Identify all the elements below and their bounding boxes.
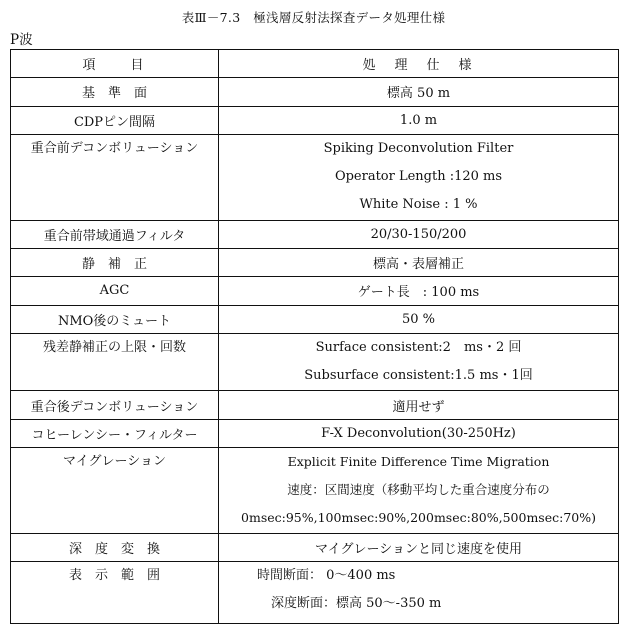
- header-item: 項 目: [11, 50, 219, 78]
- table-row: [11, 220, 619, 248]
- row-spec: 50 %: [219, 305, 619, 333]
- row-item: AGC: [11, 277, 219, 305]
- row-spec: マイグレーションと同じ速度を使用: [219, 533, 619, 561]
- row-spec: 時間断面： 0～400 ms 深度断面：標高 50～-350 m: [219, 562, 619, 624]
- row-item: CDPピン間隔: [11, 106, 219, 134]
- row-item: NMO後のミュート: [11, 305, 219, 333]
- row-spec: Explicit Finite Difference Time Migration 速度：区間速度（移動平均した重合速度分布の 0msec:95%,100msec:90%,200msec:80%,500msec:70%): [219, 448, 619, 534]
- processing-spec-table: [10, 49, 619, 624]
- row-spec: 適用せず: [219, 391, 619, 419]
- table-caption: 表Ⅲ－7.3 極浅層反射法探査データ処理仕様: [181, 10, 446, 25]
- row-spec: 標高 50 m: [219, 78, 619, 106]
- table-row: [11, 134, 619, 220]
- table-row: [11, 249, 619, 277]
- row-spec: 20/30-150/200: [219, 220, 619, 248]
- row-spec: Surface consistent:2 ms・2 回 Subsurface consistent:1.5 ms・1回: [219, 333, 619, 391]
- table-row: [11, 106, 619, 134]
- table-row: [11, 277, 619, 305]
- row-item: 重合前帯域通過フィルタ: [11, 220, 219, 248]
- row-item: 静 補 正: [11, 249, 219, 277]
- header-spec: 処 理 仕 様: [219, 50, 619, 78]
- row-spec: 1.0 m: [219, 106, 619, 134]
- table-row: [11, 333, 619, 391]
- wave-type-label: P波: [10, 32, 33, 48]
- table-row: [11, 419, 619, 447]
- row-item: 重合前デコンボリューション: [11, 134, 219, 220]
- row-item: 重合後デコンボリューション: [11, 391, 219, 419]
- table-row: [11, 448, 619, 534]
- table-row: [11, 305, 619, 333]
- row-spec: Spiking Deconvolution Filter Operator Length :120 ms White Noise : 1 %: [219, 134, 619, 220]
- row-spec: 標高・表層補正: [219, 249, 619, 277]
- table-row: [11, 391, 619, 419]
- table-row: [11, 533, 619, 561]
- row-item: 基 準 面: [11, 78, 219, 106]
- row-item: 深 度 変 換: [11, 533, 219, 561]
- row-spec: F-X Deconvolution(30-250Hz): [219, 419, 619, 447]
- table-row: [11, 78, 619, 106]
- row-item: 表 示 範 囲: [11, 562, 219, 624]
- row-item: マイグレーション: [11, 448, 219, 534]
- table-header-row: [11, 50, 619, 78]
- row-spec: ゲート長 : 100 ms: [219, 277, 619, 305]
- row-item: コヒーレンシー・フィルター: [11, 419, 219, 447]
- row-item: 残差静補正の上限・回数: [11, 333, 219, 391]
- table-row: [11, 562, 619, 624]
